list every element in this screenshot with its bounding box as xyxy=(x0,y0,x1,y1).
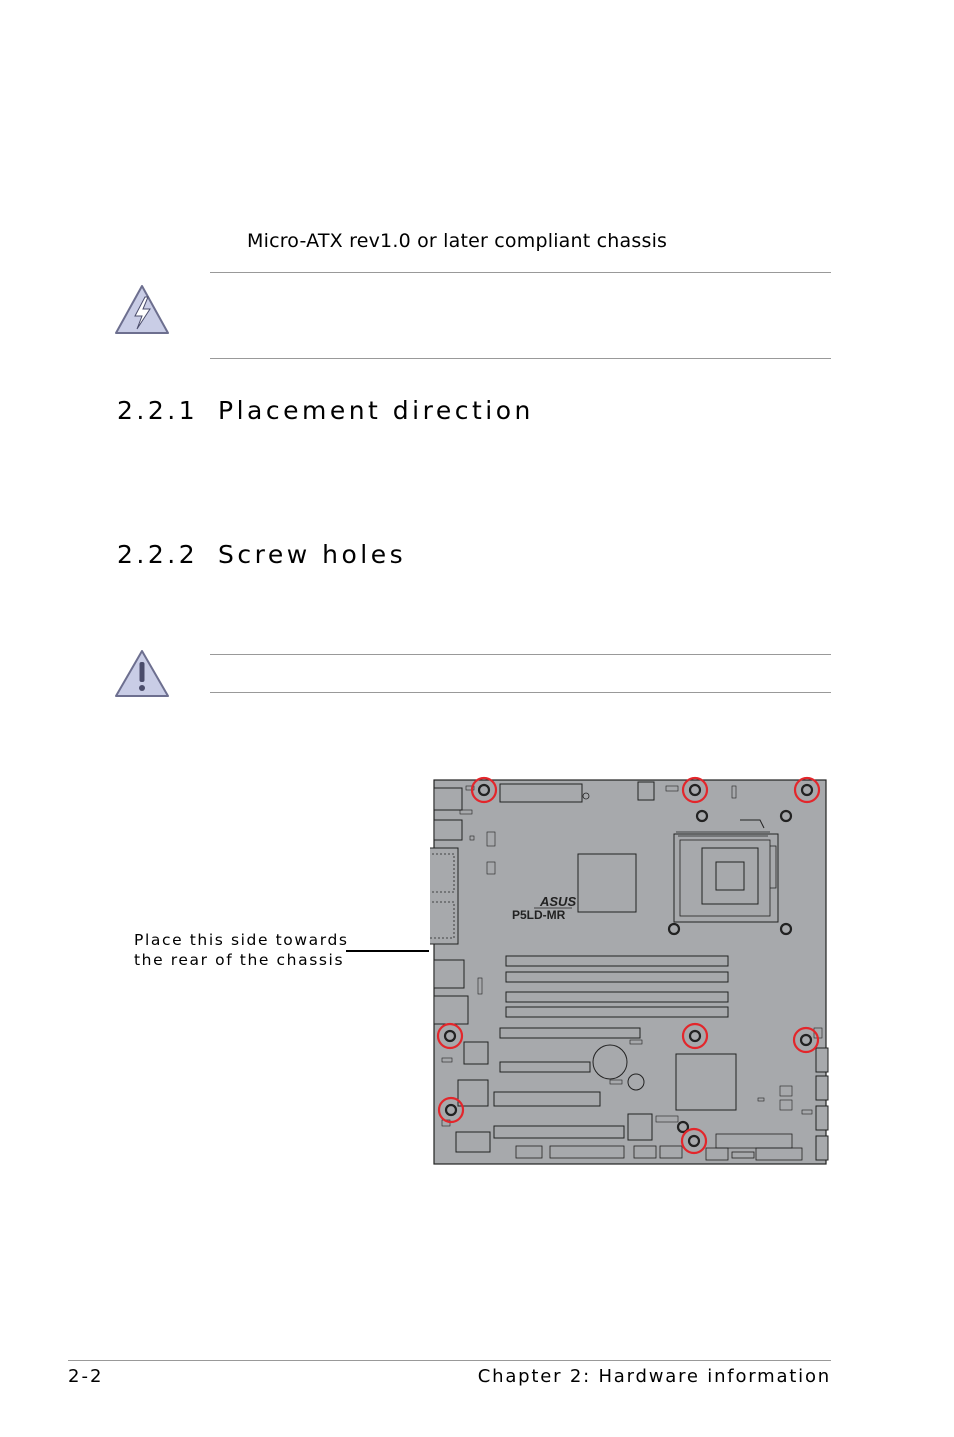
cmos-battery xyxy=(593,1045,627,1079)
screw-hole xyxy=(697,811,707,821)
connector xyxy=(500,784,582,802)
dimm-slot xyxy=(506,972,728,982)
southbridge xyxy=(676,1054,736,1110)
dimm-slot xyxy=(506,992,728,1002)
divider xyxy=(210,272,831,273)
chipset xyxy=(578,854,636,912)
screw-hole xyxy=(781,924,791,934)
electric-warning-icon xyxy=(113,283,171,337)
chapter-title: Chapter 2: Hardware information xyxy=(477,1366,831,1387)
expansion-slot xyxy=(500,1028,640,1038)
page-number: 2-2 xyxy=(68,1366,104,1387)
section-title: Screw holes xyxy=(218,540,407,569)
footer-divider xyxy=(68,1360,831,1361)
io-port xyxy=(434,960,464,988)
io-port xyxy=(434,996,468,1024)
connector xyxy=(638,782,654,800)
screw-hole xyxy=(669,924,679,934)
board-brand: ASUS xyxy=(540,894,577,909)
chip xyxy=(458,1080,488,1106)
divider xyxy=(210,358,831,359)
chip xyxy=(456,1132,490,1152)
chassis-requirement-text: Micro-ATX rev1.0 or later compliant chassis xyxy=(247,230,668,252)
expansion-slot xyxy=(494,1092,600,1106)
motherboard-diagram xyxy=(430,776,830,1168)
section-number: 2.2.2 xyxy=(117,540,199,569)
section-heading-placement xyxy=(117,396,534,425)
section-number: 2.2.1 xyxy=(117,396,199,425)
expansion-slot xyxy=(494,1126,624,1138)
chip xyxy=(464,1042,488,1064)
io-port xyxy=(434,788,462,810)
section-heading-screw-holes xyxy=(117,540,406,569)
caution-warning-icon xyxy=(113,648,171,700)
chip xyxy=(628,1114,652,1140)
io-port xyxy=(434,820,462,840)
callout-text xyxy=(134,930,349,970)
section-title: Placement direction xyxy=(218,396,534,425)
dimm-slot xyxy=(506,956,728,966)
callout-line: Place this side towards xyxy=(134,931,349,949)
divider xyxy=(210,692,831,693)
divider xyxy=(210,654,831,655)
callout-leader-line xyxy=(346,950,429,952)
dimm-slot xyxy=(506,1007,728,1017)
board-model: P5LD-MR xyxy=(512,908,566,922)
expansion-slot xyxy=(500,1062,590,1072)
screw-hole xyxy=(781,811,791,821)
callout-line: the rear of the chassis xyxy=(134,951,345,969)
